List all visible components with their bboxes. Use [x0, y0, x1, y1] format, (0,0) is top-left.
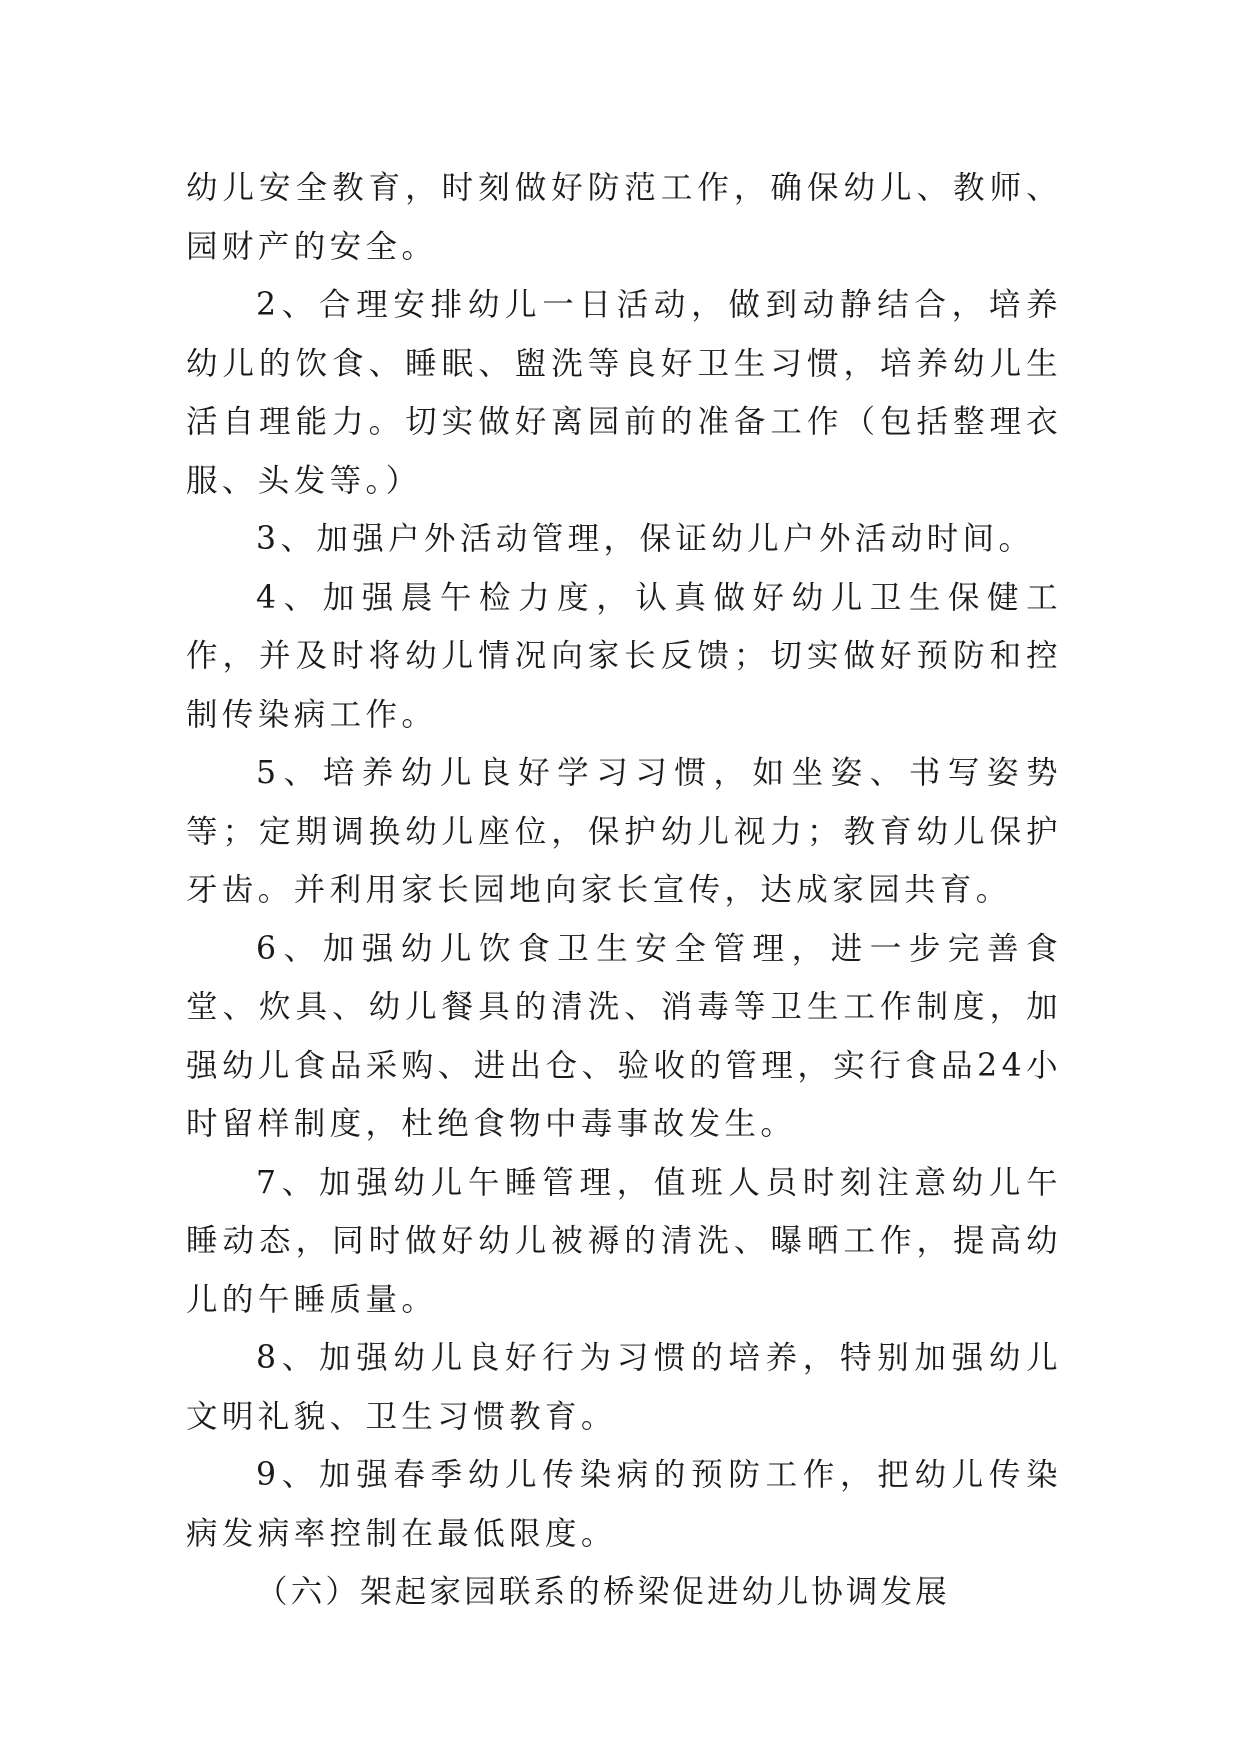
section-heading: （六）架起家园联系的桥梁促进幼儿协调发展	[256, 1574, 951, 1610]
paragraph-item-4: 4、加强晨午检力度，认真做好幼儿卫生保健工作，并及时将幼儿情况向家长反馈；切实做好预防和控制传染病工作。	[186, 579, 1062, 733]
paragraph-item-7: 7、加强幼儿午睡管理，值班人员时刻注意幼儿午睡动态，同时做好幼儿被褥的清洗、曝晒工作，提高幼儿的午睡质量。	[186, 1164, 1062, 1318]
paragraph-safety-continuation: 幼儿安全教育，时刻做好防范工作，确保幼儿、教师、园财产的安全。	[186, 170, 1062, 265]
paragraph-item-2: 2、合理安排幼儿一日活动，做到动静结合，培养幼儿的饮食、睡眠、盥洗等良好卫生习惯，培养幼儿生活自理能力。切实做好离园前的准备工作（包括整理衣服、头发等。）	[186, 287, 1062, 499]
paragraph-item-5: 5、培养幼儿良好学习习惯，如坐姿、书写姿势等；定期调换幼儿座位，保护幼儿视力；教育幼儿保护牙齿。并利用家长园地向家长宣传，达成家园共育。	[186, 755, 1062, 908]
paragraph-item-9: 9、加强春季幼儿传染病的预防工作，把幼儿传染病发病率控制在最低限度。	[186, 1457, 1062, 1552]
document-body	[186, 159, 1062, 1622]
paragraph-item-3: 3、加强户外活动管理，保证幼儿户外活动时间。	[256, 521, 1035, 557]
paragraph-item-8: 8、加强幼儿良好行为习惯的培养，特别加强幼儿文明礼貌、卫生习惯教育。	[186, 1340, 1062, 1435]
paragraph-item-6: 6、加强幼儿饮食卫生安全管理，进一步完善食堂、炊具、幼儿餐具的清洗、消毒等卫生工作制度，加强幼儿食品采购、进出仓、验收的管理，实行食品24小时留样制度，杜绝食物中毒事故发生。	[186, 930, 1062, 1142]
